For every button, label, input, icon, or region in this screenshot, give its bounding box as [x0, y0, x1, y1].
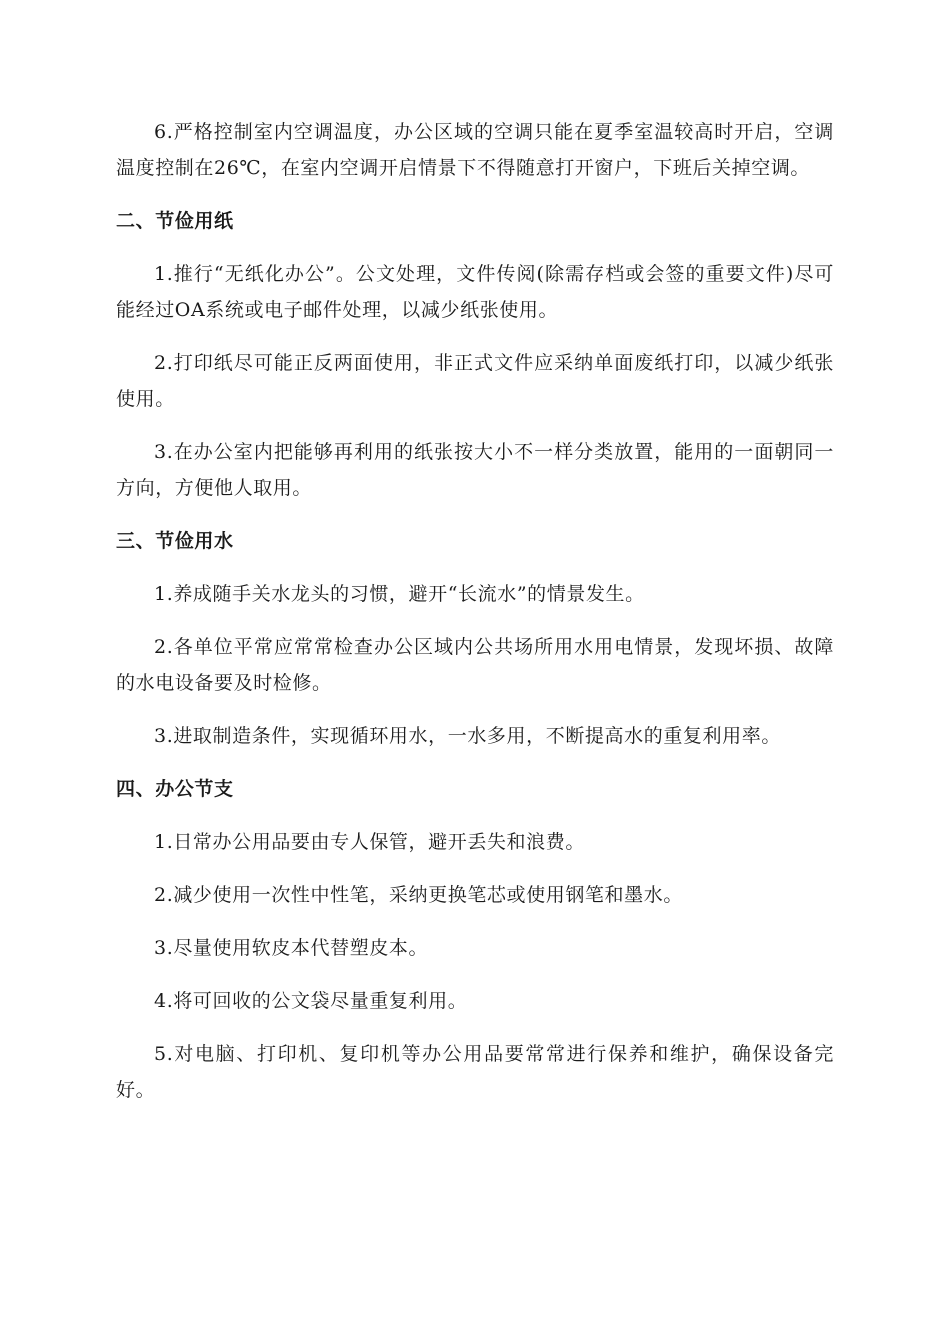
para-softcover-notebooks: 3.尽量使用软皮本代替塑皮本。 — [154, 937, 429, 959]
heading-office-savings: 四、办公节支 — [116, 778, 234, 800]
para-recycle-water: 3.进取制造条件，实现循环用水，一水多用，不断提高水的重复利用率。 — [154, 725, 781, 747]
para-paperless-office: 1.推行“无纸化办公”。公文处理，文件传阅(除需存档或会签的重要文件)尽可能经过OA系统或电子邮件处理，以减少纸张使用。 — [116, 263, 834, 321]
heading-save-paper: 二、节俭用纸 — [116, 210, 234, 232]
para-turn-off-tap: 1.养成随手关水龙头的习惯，避开“长流水”的情景发生。 — [154, 583, 645, 605]
para-reuse-paper: 3.在办公室内把能够再利用的纸张按大小不一样分类放置，能用的一面朝同一方向，方便他人取用。 — [116, 441, 834, 499]
para-equipment-maintenance: 5.对电脑、打印机、复印机等办公用品要常常进行保养和维护，确保设备完好。 — [116, 1043, 834, 1101]
para-reuse-envelopes: 4.将可回收的公文袋尽量重复利用。 — [154, 990, 468, 1012]
para-double-sided-printing: 2.打印纸尽可能正反两面使用，非正式文件应采纳单面废纸打印，以减少纸张使用。 — [116, 352, 834, 410]
para-check-facilities: 2.各单位平常应常常检查办公区域内公共场所用水用电情景，发现坏损、故障的水电设备要及时检修。 — [116, 636, 834, 694]
para-ac-temperature: 6.严格控制室内空调温度，办公区域的空调只能在夏季室温较高时开启，空调温度控制在26℃，在室内空调开启情景下不得随意打开窗户，下班后关掉空调。 — [116, 121, 834, 179]
para-reduce-disposable-pens: 2.减少使用一次性中性笔，采纳更换笔芯或使用钢笔和墨水。 — [154, 884, 683, 906]
para-supplies-custody: 1.日常办公用品要由专人保管，避开丢失和浪费。 — [154, 831, 585, 853]
heading-save-water: 三、节俭用水 — [116, 530, 234, 552]
document-page — [116, 114, 834, 1125]
